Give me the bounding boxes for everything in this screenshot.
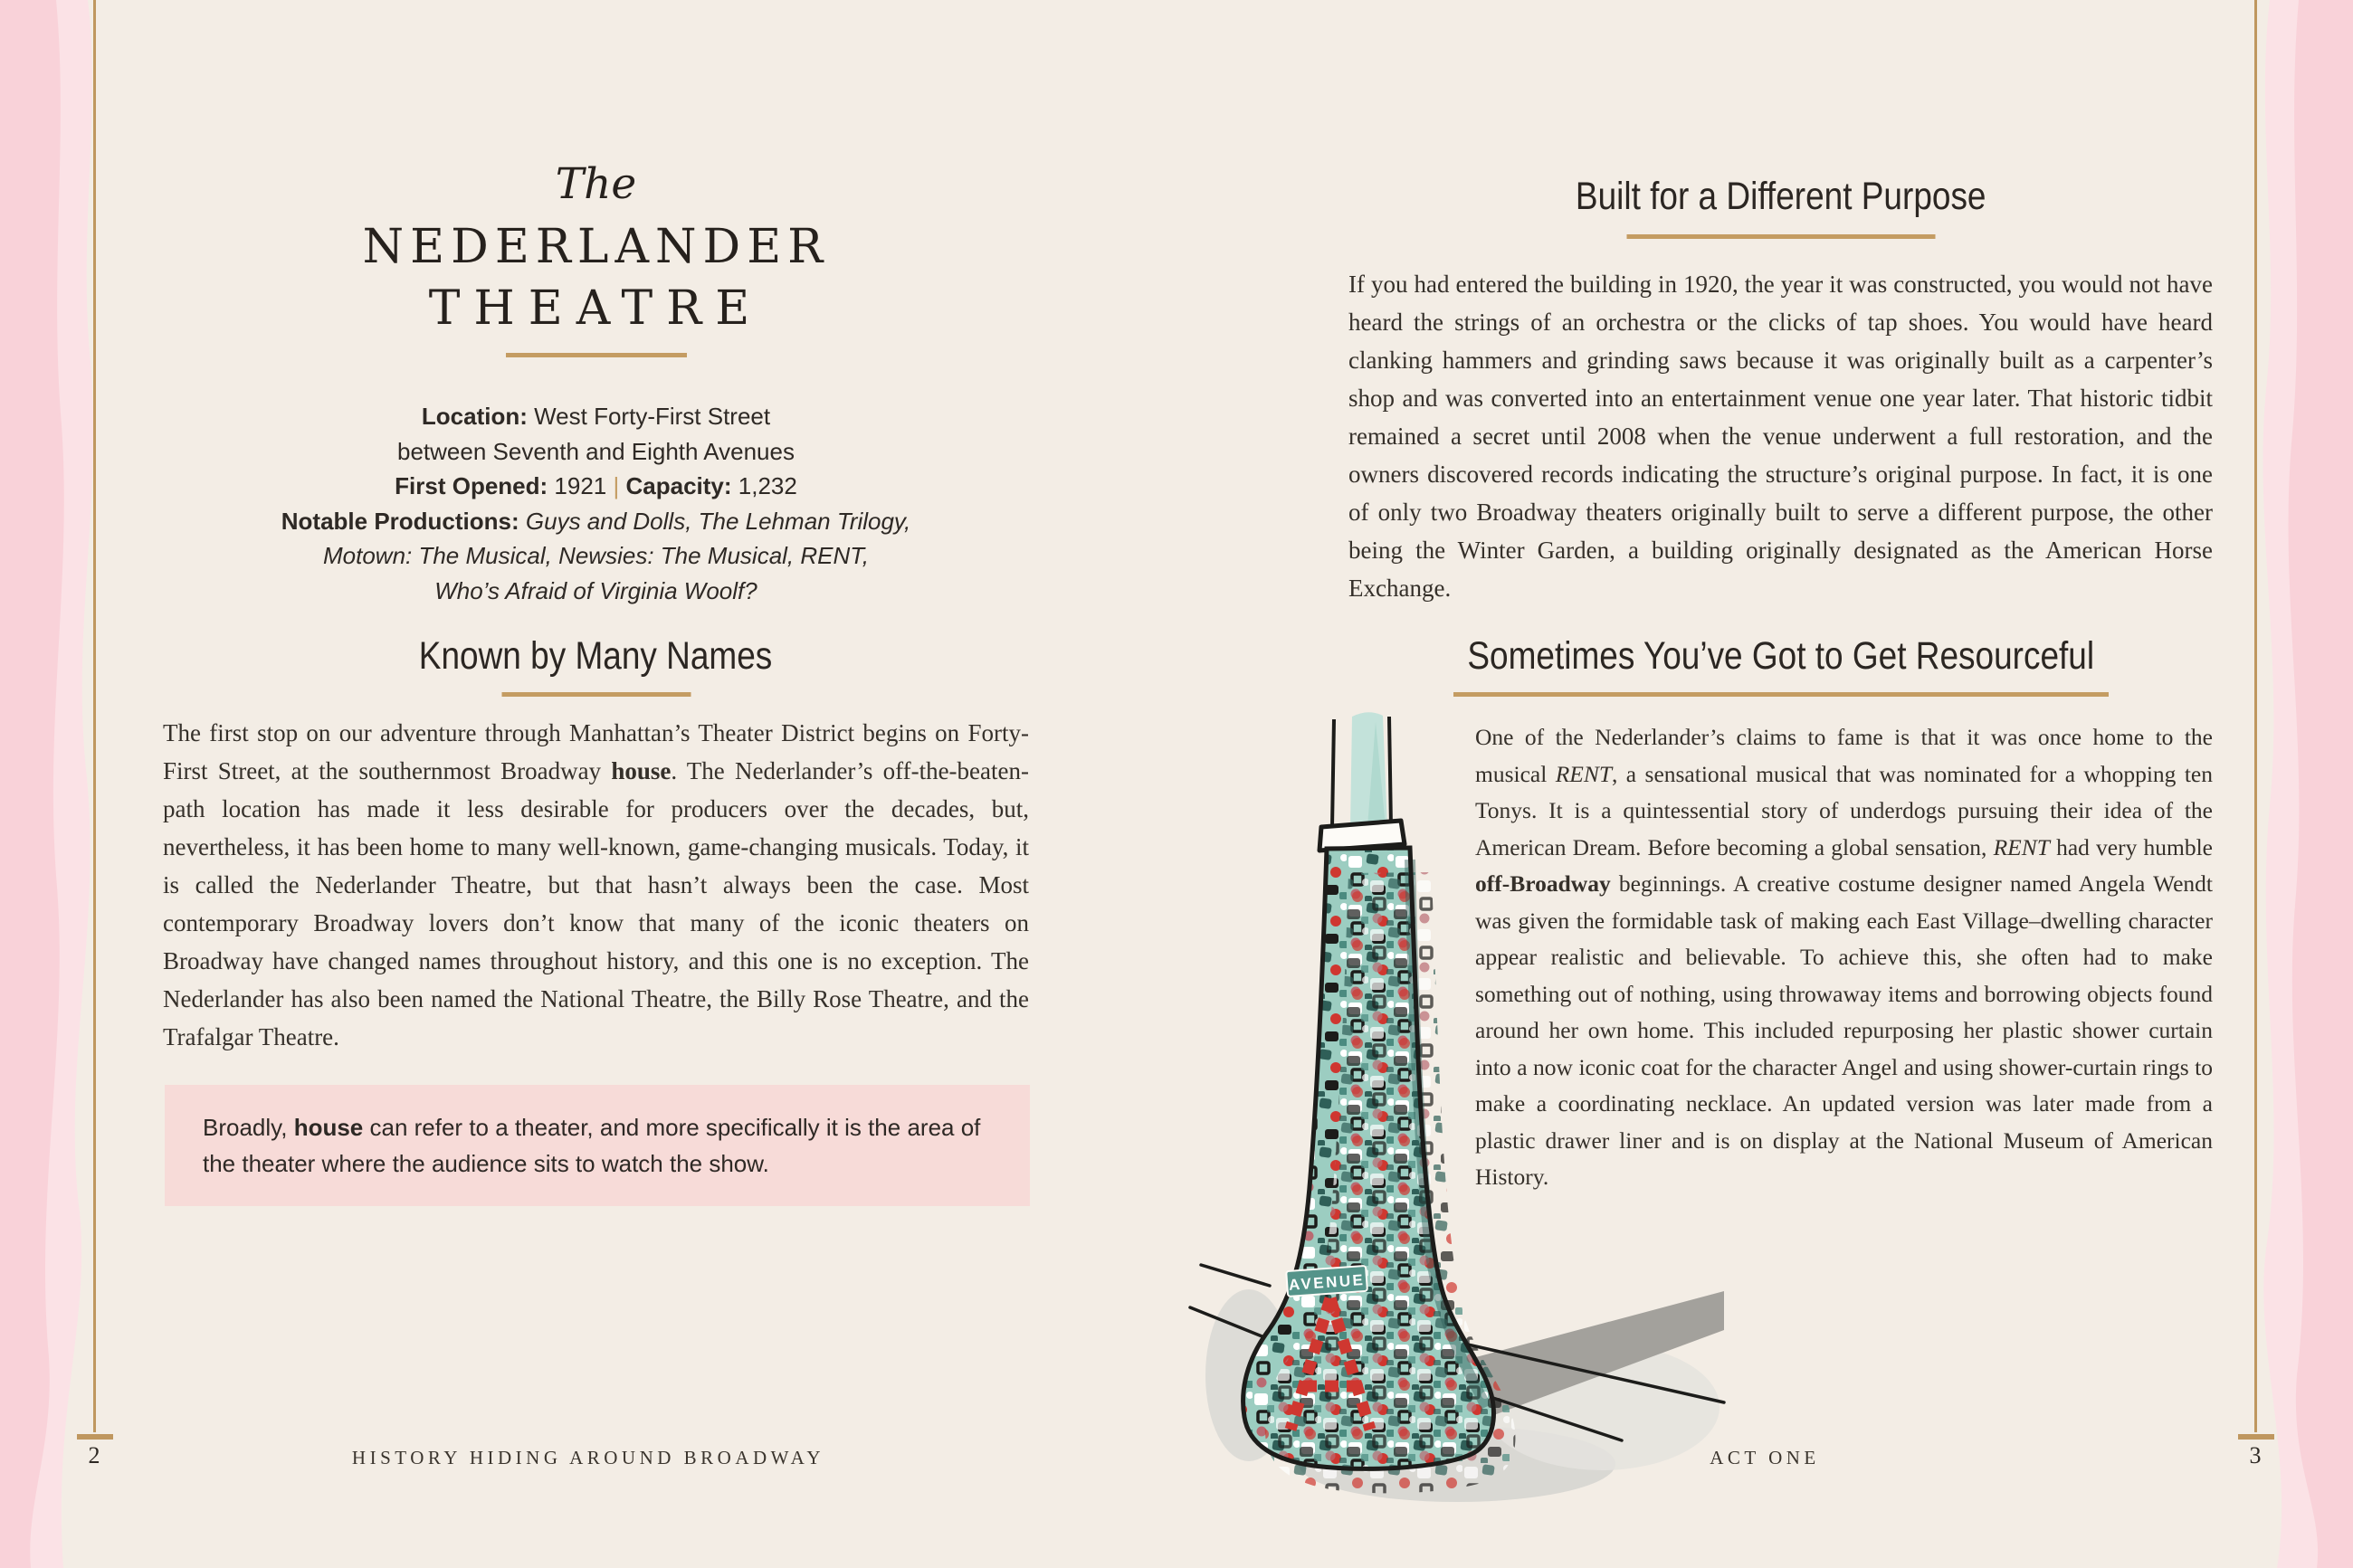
right-page-rule-foot [2238,1434,2274,1440]
chapter-title-prefix: The [555,159,637,209]
info-line-productions3: Who’s Afraid of Virginia Woolf? [434,576,757,604]
left-page-column [163,0,1029,1568]
title-underline [506,353,687,357]
info-line-productions2: Motown: The Musical, Newsies: The Musical, RENT, [322,542,869,569]
left-watercolor-band [0,0,163,1568]
mosaic-lamppost-illustration [1158,706,1738,1538]
theatre-info-block [163,399,1029,608]
info-line-productions1: Notable Productions: Guys and Dolls, The Lehman Trilogy, [281,507,911,535]
body-paragraph-right-2: One of the Nederlander’s claims to fame is that it was once home to the musical RENT, a sensational musical that was nominated for a whopping ten Tonys. It is a quintessential story of underdogs pursuing their idea of the American Dream. Before becoming a global sensation, RENT had very humble off-Broadway beginnings. A creative costume designer named Angela Wendt was given the formidable task of making each East Village–dwelling character appear realistic and believable. To achieve this, she often had to make something out of nothing, using throwaway items and borrowing objects found around her own home. This included repurposing her plastic shower curtain into a now iconic coat for the character Angel and using shower-curtain rings to make a coordinating necklace. An updated version was later made from a plastic drawer liner and is on display at the National Museum of American History. [1475,724,2213,1190]
section-heading-get-resourceful: Sometimes You’ve Got to Get Resourceful [1467,634,2094,678]
right-watercolor-band [2190,0,2353,1568]
section-heading-underline [1626,234,1935,239]
section-heading-underline [1453,692,2109,697]
page-number-right: 3 [2249,1442,2262,1468]
definition-callout-box: Broadly, house can refer to a theater, and more specifically it is the area of the theater where the audience sits to watch the show. [165,1085,1030,1206]
left-page-rule [93,0,96,1432]
pole-line-left [1332,719,1334,827]
info-line-location2: between Seventh and Eighth Avenues [397,437,795,465]
body-paragraph-left: The first stop on our adventure through Manhattan’s Theater District begins on Forty-First Street, at the southernmost Broadway house. The Nederlander’s off-the-beaten-path location has made it less desirable for producers over the decades, but, nevertheless, it has been home to many well-known, game-changing musicals. Today, it is called the Nederlander Theatre, but that hasn’t always been the case. Most contemporary Broadway lovers don’t know that many of the iconic theaters on Broadway have changed names throughout history, and this one is no exception. The Nederlander has also been named the National Theatre, the Billy Rose Theatre, and the Trafalgar Theatre. [163,719,1029,1050]
avenue-sign [1286,1266,1367,1297]
info-line-opened-capacity: First Opened: 1921 | Capacity: 1,232 [395,472,797,499]
body-paragraph-right-1: If you had entered the building in 1920, the year it was constructed, you would not have heard the strings of an orchestra or the clicks of tap shoes. You would have heard clanking hammers and grinding saws because it was originally built as a carpenter’s shop and was converted into an entertainment venue one year later. That historic tidbit remained a secret until 2008 when the venue underwent a full restoration, and the owners discovered records indicating the structure’s original purpose. In fact, it is one of only two Broadway theaters originally built to serve a different purpose, the other being the Winter Garden, a building originally designated as the American Horse Exchange. [1348,271,2213,602]
chapter-title-line2: THEATRE [428,281,764,336]
mosaic-column [1243,848,1516,1493]
section-heading-built-for-different-purpose: Built for a Different Purpose [1575,175,1986,218]
running-footer-left: HISTORY HIDING AROUND BROADWAY [351,1447,825,1468]
running-footer-right: ACT ONE [1710,1447,1820,1468]
avenue-sign-text: AVENUE [1288,1270,1367,1294]
info-line-location: Location: West Forty-First Street [421,403,771,430]
left-page-rule-foot [77,1434,113,1440]
section-heading-underline [501,692,691,697]
right-page-rule [2254,0,2257,1432]
page-number-left: 2 [88,1442,100,1468]
pole-line-right [1389,717,1391,827]
section-heading-known-by-many-names: Known by Many Names [419,634,773,678]
chapter-title-line1: NEDERLANDER [362,220,830,274]
